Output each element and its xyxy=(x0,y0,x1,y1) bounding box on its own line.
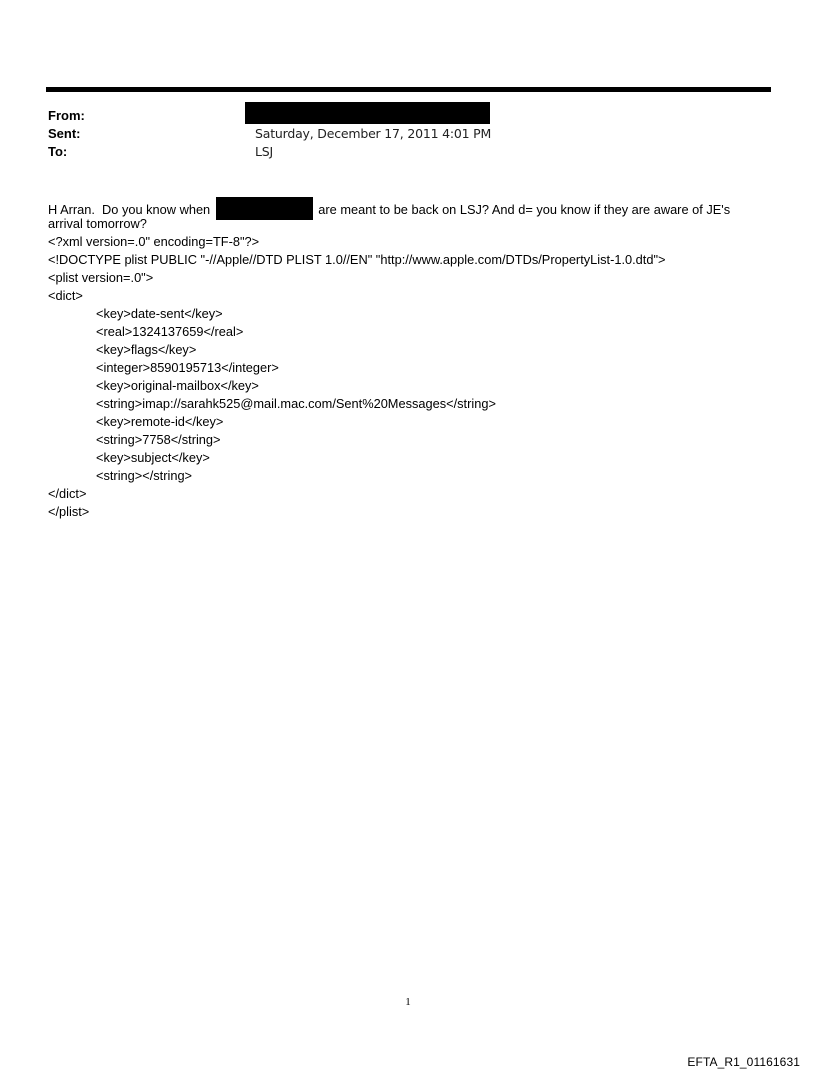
header-rule xyxy=(46,87,771,92)
xml-declaration: <?xml version=.0" encoding=TF-8"?> xyxy=(48,234,260,249)
plist-open: <plist version=.0"> xyxy=(48,270,154,285)
greeting-end: are meant to be back on LSJ? And d= you know if they are aware of JE's xyxy=(314,202,731,217)
sent-row xyxy=(48,125,768,143)
email-body xyxy=(48,197,778,521)
to-row xyxy=(48,143,768,161)
plist-entry: <key>flags</key> xyxy=(96,342,197,357)
document-id: EFTA_R1_01161631 xyxy=(687,1055,800,1069)
plist-entry: <string>imap://sarahk525@mail.mac.com/Sent%20Messages</string> xyxy=(96,396,496,411)
sent-label: Sent: xyxy=(48,126,81,141)
plist-entry: <key>date-sent</key> xyxy=(96,306,223,321)
greeting-start: H Arran. Do you know when xyxy=(48,202,214,217)
dict-open: <dict> xyxy=(48,288,83,303)
from-redaction xyxy=(245,102,490,124)
body-line-1 xyxy=(48,197,778,215)
body-line-2: arrival tomorrow? xyxy=(48,216,147,231)
plist-entry: <integer>8590195713</integer> xyxy=(96,360,279,375)
email-header xyxy=(48,107,768,161)
doctype-line: <!DOCTYPE plist PUBLIC "-//Apple//DTD PLIST 1.0//EN" "http://www.apple.com/DTDs/PropertyList-1.0.dtd"> xyxy=(48,252,666,267)
plist-entry: <string>7758</string> xyxy=(96,432,221,447)
plist-entry: <string></string> xyxy=(96,468,193,483)
to-value: LSJ xyxy=(255,144,273,159)
from-label: From: xyxy=(48,108,85,123)
sent-value: Saturday, December 17, 2011 4:01 PM xyxy=(255,126,492,141)
plist-close: </plist> xyxy=(48,504,90,519)
plist-entry: <key>remote-id</key> xyxy=(96,414,224,429)
dict-close: </dict> xyxy=(48,486,87,501)
from-row xyxy=(48,107,768,125)
page-number: 1 xyxy=(405,996,411,1008)
plist-entry: <key>original-mailbox</key> xyxy=(96,378,259,393)
body-redaction xyxy=(216,197,313,220)
plist-entry: <key>subject</key> xyxy=(96,450,210,465)
plist-entry: <real>1324137659</real> xyxy=(96,324,244,339)
to-label: To: xyxy=(48,144,68,159)
